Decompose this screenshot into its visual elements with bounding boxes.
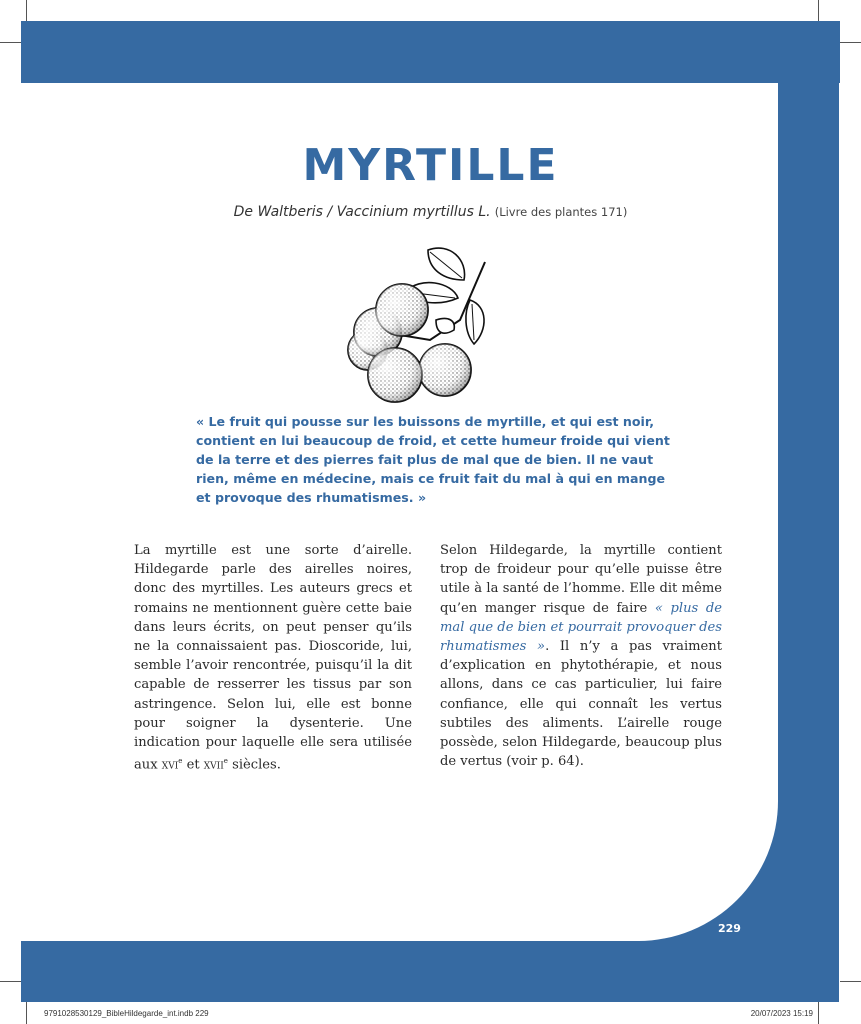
body-text-right xyxy=(440,541,722,771)
hildegarde-quote: « Le fruit qui pousse sur les buissons de myrtille, et qui est noir, contient en lui beaucoup de froid, et cette humeur froide qui vient de la terre et des pierres fait plus de mal que de bien. Il ne vaut rien, même en médecine, mais ce fruit fait du mal à qui en mange et provoque des rhumatismes. » xyxy=(196,414,670,505)
berry-shading xyxy=(348,284,471,402)
ordinal-sup: e xyxy=(223,757,228,766)
print-slug-date: 20/07/2023 15:19 xyxy=(750,1009,813,1018)
print-slug-file: 9791028530129_BibleHildegarde_int.indb 229 xyxy=(44,1009,209,1018)
body-right-after: . Il n’y a pas vraiment d’explication en phytothérapie, et nous allons, dans ce cas particulier, lui faire confiance, elle qui connaît les vertus subtiles des aliments. L’airelle rouge possède, selon Hildegarde, beaucoup plus de vertus (voir p. 64). xyxy=(440,639,722,770)
crop-mark xyxy=(0,42,21,43)
crop-mark xyxy=(818,0,819,21)
bottom-color-band xyxy=(21,941,839,1002)
crop-mark xyxy=(840,42,861,43)
body-left-text: La myrtille est une sorte d’airelle. Hildegarde parle des airelles noires, donc des myrtilles. Les auteurs grecs et romains ne mentionnent guère cette baie dans leurs écrits, on peut penser qu’ils ne la connaissaient pas. Dioscoride, lui, semble l’avoir rencontrée, puisqu’il la dit capable de resserrer les tissus par son astringence. Selon lui, elle est bonne pour soigner la dysenterie. Une indication pour laquelle elle sera utilisée aux xyxy=(134,543,412,773)
crop-mark xyxy=(840,981,861,982)
blueberry-illustration xyxy=(340,240,500,410)
body-left-end: siècles. xyxy=(227,757,281,773)
ordinal-sup: e xyxy=(178,757,183,766)
top-color-band xyxy=(21,21,840,83)
crop-mark xyxy=(818,1002,819,1024)
subtitle xyxy=(0,204,861,220)
conjunction: et xyxy=(182,757,204,773)
latin-name: De Waltberis / Vaccinium myrtillus L. xyxy=(233,204,491,220)
century-xvi: xvi xyxy=(161,757,179,773)
century-xvii: xvii xyxy=(203,757,224,773)
page-title: MYRTILLE xyxy=(302,140,559,191)
inline-quote: « plus de mal que de bien et pourrait provoquer des rhumatismes » xyxy=(440,600,722,655)
page-number: 229 xyxy=(718,922,741,935)
body-right-before: Selon Hildegarde, la myrtille contient trop de froideur pour qu’elle puisse être utile à la santé de l’homme. Elle dit même qu’en manger risque de faire xyxy=(440,543,722,616)
crop-mark xyxy=(0,981,21,982)
source-reference: (Livre des plantes 171) xyxy=(494,205,628,219)
crop-mark xyxy=(26,0,27,21)
body-text-left xyxy=(134,541,412,775)
crop-mark xyxy=(26,1002,27,1024)
